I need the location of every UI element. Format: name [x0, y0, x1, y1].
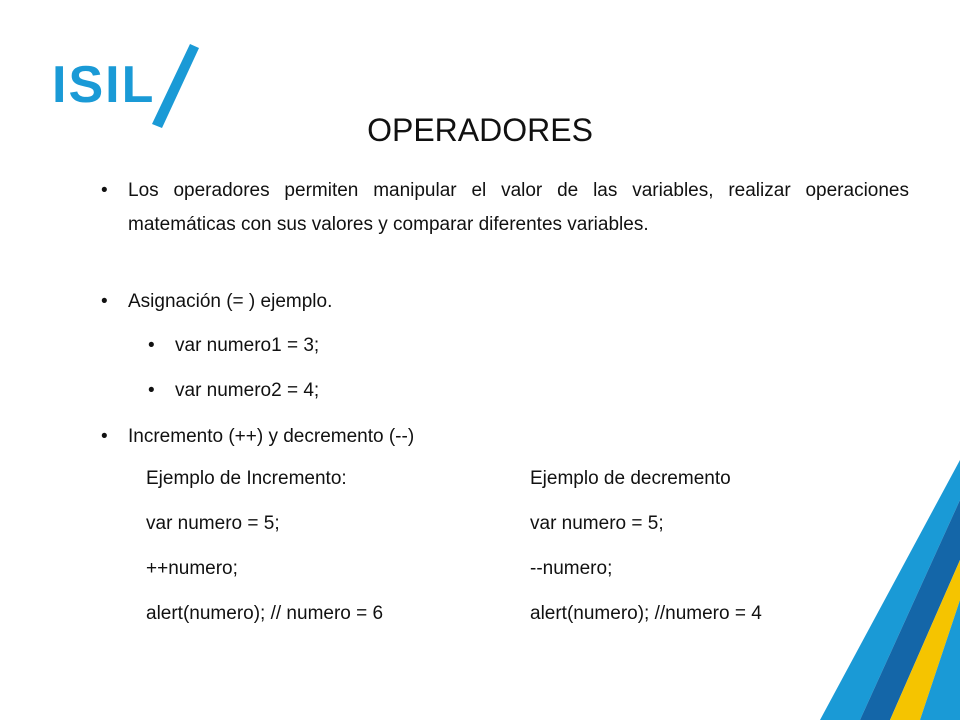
- bullet-dot: •: [101, 426, 108, 447]
- decrement-code-line: var numero = 5;: [530, 513, 664, 534]
- page-title: OPERADORES: [367, 112, 593, 148]
- bullet-increment-decrement: [101, 420, 415, 454]
- decrement-code-line: alert(numero); //numero = 4: [530, 603, 762, 624]
- incdec-text: Incremento (++) y decremento (--): [128, 426, 415, 447]
- corner-stripe-decoration: [800, 440, 960, 720]
- bullet-intro: [101, 174, 909, 242]
- bullet-dot: •: [148, 335, 155, 356]
- decrement-example: [530, 462, 762, 642]
- increment-code-line: alert(numero); // numero = 6: [146, 603, 384, 624]
- var1-text: var numero1 = 3;: [175, 335, 320, 356]
- bullet-dot: •: [148, 380, 155, 401]
- decrement-heading: Ejemplo de decremento: [530, 468, 731, 489]
- assignment-text: Asignación (= ) ejemplo.: [128, 291, 333, 312]
- bullet-var1: [148, 329, 320, 363]
- var2-text: var numero2 = 4;: [175, 380, 320, 401]
- bullet-assignment: [101, 285, 333, 319]
- bullet-var2: [148, 374, 320, 408]
- increment-example: [146, 462, 383, 642]
- increment-code-line: ++numero;: [146, 558, 238, 579]
- bullet-dot: •: [101, 180, 108, 201]
- increment-code-line: var numero = 5;: [146, 513, 280, 534]
- bullet-dot: •: [101, 291, 108, 312]
- decrement-code-line: --numero;: [530, 558, 613, 579]
- logo-text: ISIL: [52, 56, 156, 114]
- increment-heading: Ejemplo de Incremento:: [146, 468, 347, 489]
- intro-text: Los operadores permiten manipular el valor de las variables, realizar operaciones matemáticas con sus valores y comparar diferentes variables.: [128, 180, 909, 235]
